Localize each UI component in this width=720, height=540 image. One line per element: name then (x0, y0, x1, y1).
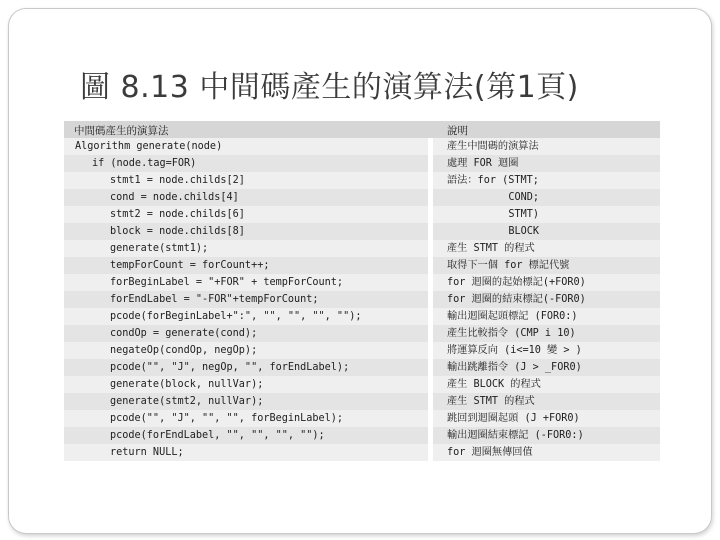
code-cell: forBeginLabel = "+FOR" + tempForCount; (64, 274, 428, 291)
description-cell: for 迴圈的結束標記(-FOR0) (433, 291, 660, 308)
code-cell: if (node.tag=FOR) (64, 155, 428, 172)
table-row (64, 223, 660, 240)
table-row (64, 342, 660, 359)
slide-title: 圖 8.13 中間碼產生的演算法(第1頁) (80, 70, 579, 105)
code-cell: block = node.childs[8] (64, 223, 428, 240)
table-row (64, 427, 660, 444)
table-row (64, 240, 660, 257)
description-cell: 語法：for (STMT; (433, 172, 660, 189)
table-body (64, 138, 660, 461)
code-cell: pcode("", "J", negOp, "", forEndLabel); (64, 359, 428, 376)
table-row (64, 410, 660, 427)
code-cell: Algorithm generate(node) (64, 138, 428, 155)
description-cell: 產生 STMT 的程式 (433, 240, 660, 257)
description-cell: STMT) (433, 206, 660, 223)
code-cell: return NULL; (64, 444, 428, 461)
table-row (64, 189, 660, 206)
description-cell: COND; (433, 189, 660, 206)
code-cell: pcode("", "J", "", "", forBeginLabel); (64, 410, 428, 427)
table-row (64, 138, 660, 155)
description-cell: BLOCK (433, 223, 660, 240)
table-row (64, 257, 660, 274)
table-row (64, 393, 660, 410)
table-row (64, 376, 660, 393)
code-cell: generate(stmt1); (64, 240, 428, 257)
code-cell: pcode(forEndLabel, "", "", "", ""); (64, 427, 428, 444)
description-cell: 輸出迴圈起頭標記 (FOR0:) (433, 308, 660, 325)
code-cell: tempForCount = forCount++; (64, 257, 428, 274)
table-row (64, 444, 660, 461)
header-right: 說明 (447, 125, 468, 137)
table-row (64, 325, 660, 342)
table-row (64, 274, 660, 291)
description-cell: 輸出迴圈結束標記 (-FOR0:) (433, 427, 660, 444)
description-cell: 輸出跳離指令 (J > _FOR0) (433, 359, 660, 376)
description-cell: 產生 STMT 的程式 (433, 393, 660, 410)
table-row (64, 172, 660, 189)
algorithm-table (64, 121, 660, 461)
table-row (64, 155, 660, 172)
table-row (64, 308, 660, 325)
code-cell: cond = node.childs[4] (64, 189, 428, 206)
code-cell: generate(block, nullVar); (64, 376, 428, 393)
table-row (64, 359, 660, 376)
code-cell: stmt2 = node.childs[6] (64, 206, 428, 223)
description-cell: 取得下一個 for 標記代號 (433, 257, 660, 274)
description-cell: 產生中間碼的演算法 (433, 138, 660, 155)
table-row (64, 206, 660, 223)
code-cell: stmt1 = node.childs[2] (64, 172, 428, 189)
code-cell: pcode(forBeginLabel+":", "", "", "", ""); (64, 308, 428, 325)
code-cell: negateOp(condOp, negOp); (64, 342, 428, 359)
description-cell: 產生比較指令 (CMP i 10) (433, 325, 660, 342)
table-row (64, 291, 660, 308)
header-left: 中間碼產生的演算法 (74, 125, 169, 137)
description-cell: for 迴圈無傳回值 (433, 444, 660, 461)
table-header (64, 121, 660, 138)
code-cell: forEndLabel = "-FOR"+tempForCount; (64, 291, 428, 308)
description-cell: 將運算反向 (i<=10 變 > ) (433, 342, 660, 359)
code-cell: condOp = generate(cond); (64, 325, 428, 342)
description-cell: 跳回到迴圈起頭 (J +FOR0) (433, 410, 660, 427)
code-cell: generate(stmt2, nullVar); (64, 393, 428, 410)
description-cell: for 迴圈的起始標記(+FOR0) (433, 274, 660, 291)
description-cell: 處理 FOR 迴圈 (433, 155, 660, 172)
description-cell: 產生 BLOCK 的程式 (433, 376, 660, 393)
